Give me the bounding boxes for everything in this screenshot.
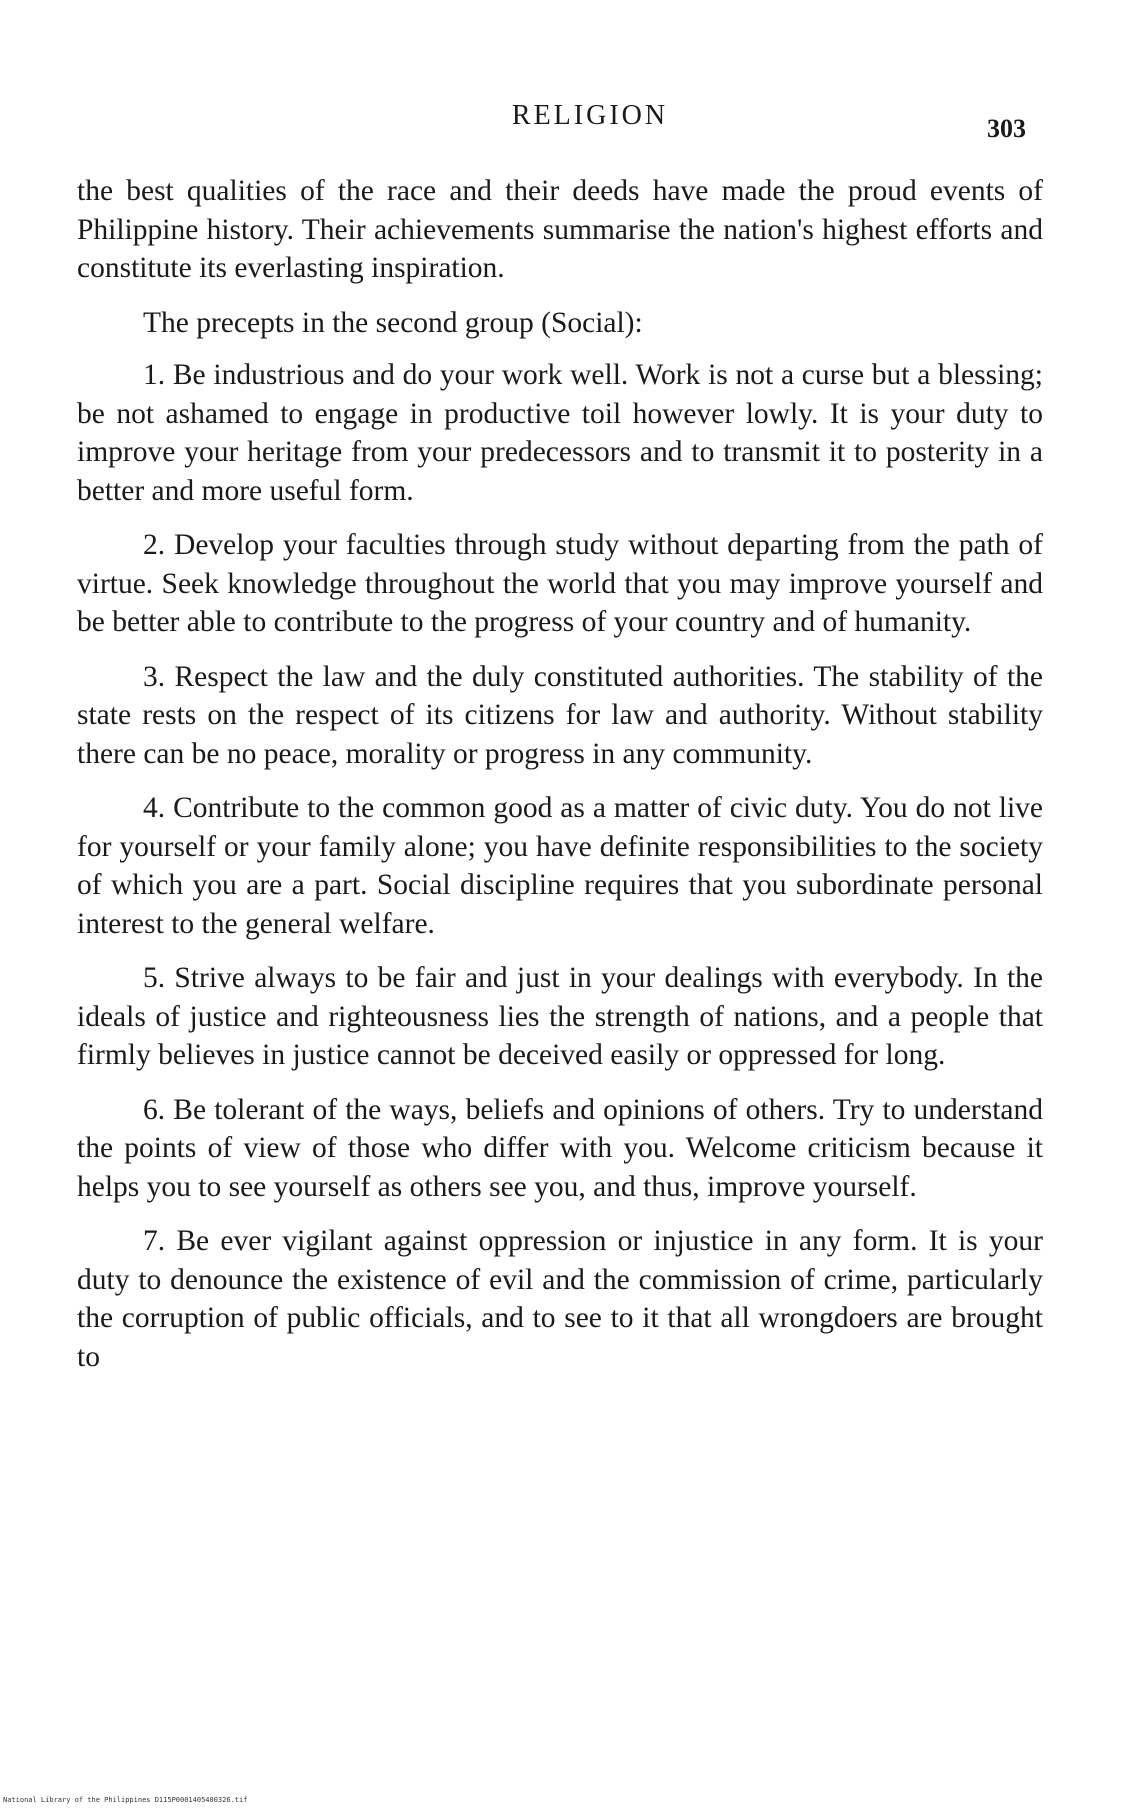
running-head-title: RELIGION — [511, 100, 669, 131]
precept-6: 6. Be tolerant of the ways, beliefs and opinions of others. Try to understand the points of view of those who differ with you. Welcome criticism because it helps you to see yourself as others see you, and thus, improve yourself. — [77, 1093, 1043, 1203]
precept-2: 2. Develop your faculties through study without departing from the path of virtue. Seek knowledge throughout the world that you may improve yourself and be better able to contribute to the progress of your country and of humanity. — [77, 529, 1043, 638]
library-credit: National Library of the Philippines D115P0001405400326.tif — [3, 1796, 248, 1804]
continuation-paragraph: the best qualities of the race and their deeds have made the proud events of Philippine history. Their achievements summarise the nation's highest efforts and constitute its everlasting inspiration. — [77, 175, 1043, 284]
precept-1: 1. Be industrious and do your work well. Work is not a curse but a blessing; be not ashamed to engage in productive toil however lowly. It is your duty to improve your heritage from your predecessors and to transmit it to posterity in a better and more useful form. — [77, 359, 1043, 507]
body-text — [77, 172, 1043, 1392]
precept-4: 4. Contribute to the common good as a matter of civic duty. You do not live for yourself or your family alone; you have definite responsibilities to the society of which you are a part. Social discipline requires that you subordinate personal interest to the general welfare. — [77, 792, 1043, 940]
precept-5: 5. Strive always to be fair and just in your dealings with everybody. In the ideals of justice and righteousness lies the strength of nations, and a people that firmly believes in justice cannot be deceived easily or oppressed for long. — [77, 962, 1043, 1071]
page-number: 303 — [987, 114, 1026, 143]
precept-7: 7. Be ever vigilant against oppression or injustice in any form. It is your duty to denounce the existence of evil and the commission of crime, particularly the corruption of public officials, and to see to it that all wrongdoers are brought to — [77, 1225, 1043, 1373]
section-intro: The precepts in the second group (Social): — [143, 306, 643, 339]
precept-3: 3. Respect the law and the duly constituted authorities. The stability of the state rests on the respect of its citizens for law and authority. Without stability there can be no peace, morality or progress in any community. — [77, 660, 1043, 770]
